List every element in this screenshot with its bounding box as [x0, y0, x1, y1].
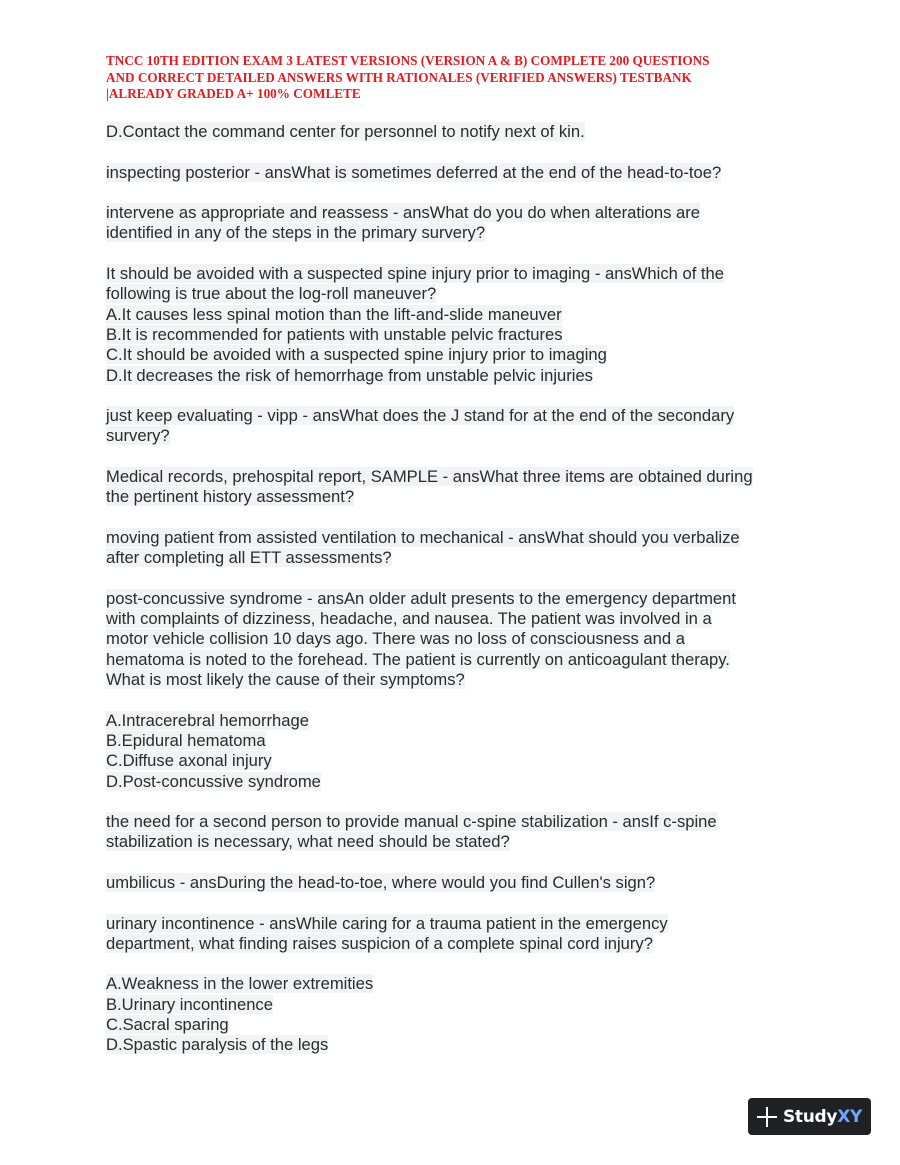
text-line	[106, 345, 826, 365]
text-line-content: A.Intracerebral hemorrhage	[106, 710, 309, 730]
header-line: AND CORRECT DETAILED ANSWERS WITH RATIONALES (VERIFIED ANSWERS) TESTBANK	[106, 69, 692, 85]
text-line	[106, 711, 826, 731]
text-line-content: the pertinent history assessment?	[106, 487, 355, 507]
logo-wordmark	[783, 1107, 862, 1127]
text-line	[106, 325, 826, 345]
text-line-content: B.Urinary incontinence	[106, 994, 273, 1014]
text-line	[106, 589, 826, 609]
document-body	[106, 122, 826, 1076]
text-line	[106, 264, 826, 284]
text-line	[106, 751, 826, 771]
text-line-content: stabilization is necessary, what need should be stated?	[106, 832, 510, 852]
text-line	[106, 772, 826, 792]
text-line-content: D.Post-concussive syndrome	[106, 771, 321, 791]
text-line-content: inspecting posterior - ansWhat is sometimes deferred at the end of the head-to-toe?	[106, 162, 722, 182]
text-line-content: department, what finding raises suspicion of a complete spinal cord injury?	[106, 933, 653, 953]
text-line-content: following is true about the log-roll maneuver?	[106, 284, 437, 304]
plus-icon	[757, 1107, 777, 1127]
text-line	[106, 914, 826, 934]
text-line-content: C.Sacral sparing	[106, 1015, 229, 1035]
text-line	[106, 731, 826, 751]
text-line-content: intervene as appropriate and reassess - ansWhat do you do when alterations are	[106, 203, 701, 223]
header-line: |ALREADY GRADED A+ 100% COMLETE	[106, 86, 361, 101]
text-line-content: urinary incontinence - ansWhile caring for a trauma patient in the emergency	[106, 913, 668, 933]
text-line	[106, 284, 826, 304]
text-line-content: just keep evaluating - vipp - ansWhat does the J stand for at the end of the secondary	[106, 406, 735, 426]
text-line	[106, 934, 826, 954]
text-line	[106, 1035, 826, 1055]
qa-block	[106, 873, 826, 893]
text-line-content: B.Epidural hematoma	[106, 730, 266, 750]
text-line-content: A.Weakness in the lower extremities	[106, 974, 374, 994]
text-line-content: hematoma is noted to the forehead. The patient is currently on anticoagulant therapy.	[106, 649, 730, 669]
text-line-content: the need for a second person to provide manual c-spine stabilization - ansIf c-spine	[106, 812, 717, 832]
qa-block	[106, 589, 826, 690]
text-line	[106, 629, 826, 649]
text-line	[106, 528, 826, 548]
text-line-content: B.It is recommended for patients with unstable pelvic fractures	[106, 324, 563, 344]
text-line	[106, 873, 826, 893]
text-line	[106, 812, 826, 832]
text-line	[106, 163, 826, 183]
text-line	[106, 487, 826, 507]
text-line-content: A.It causes less spinal motion than the lift-and-slide maneuver	[106, 304, 562, 324]
text-line	[106, 203, 826, 223]
qa-block	[106, 974, 826, 1055]
qa-block	[106, 914, 826, 955]
text-line	[106, 974, 826, 994]
logo-text-main: Study	[782, 1106, 838, 1127]
text-line-content: umbilicus - ansDuring the head-to-toe, where would you find Cullen's sign?	[106, 872, 656, 892]
qa-block	[106, 467, 826, 508]
qa-block	[106, 203, 826, 244]
text-line-content: C.It should be avoided with a suspected spine injury prior to imaging	[106, 345, 607, 365]
qa-block	[106, 812, 826, 853]
text-line	[106, 1015, 826, 1035]
text-line	[106, 467, 826, 487]
text-line	[106, 548, 826, 568]
text-line	[106, 995, 826, 1015]
text-line-content: after completing all ETT assessments?	[106, 548, 392, 568]
text-line	[106, 406, 826, 426]
text-line-content: C.Diffuse axonal injury	[106, 751, 272, 771]
text-line-content: post-concussive syndrome - ansAn older adult presents to the emergency department	[106, 588, 736, 608]
text-line-content: moving patient from assisted ventilation to mechanical - ansWhat should you verbalize	[106, 527, 740, 547]
qa-block	[106, 406, 826, 447]
qa-block	[106, 122, 826, 142]
studyxy-logo[interactable]	[748, 1098, 871, 1135]
text-line-content: with complaints of dizziness, headache, and nausea. The patient was involved in a	[106, 609, 712, 629]
text-line	[106, 305, 826, 325]
text-line-content: D.Spastic paralysis of the legs	[106, 1035, 329, 1055]
qa-block	[106, 163, 826, 183]
text-line-content: identified in any of the steps in the primary survery?	[106, 223, 486, 243]
text-line-content: survery?	[106, 426, 170, 446]
qa-block	[106, 711, 826, 792]
text-line-content: D.It decreases the risk of hemorrhage from unstable pelvic injuries	[106, 365, 593, 385]
text-line	[106, 609, 826, 629]
document-header	[106, 53, 806, 103]
text-line-content: D.Contact the command center for personnel to notify next of kin.	[106, 122, 585, 141]
text-line	[106, 426, 826, 446]
text-line	[106, 650, 826, 670]
text-line-content: What is most likely the cause of their symptoms?	[106, 670, 465, 690]
logo-text-accent: XY	[837, 1106, 863, 1127]
text-line-content: It should be avoided with a suspected spine injury prior to imaging - ansWhich of the	[106, 264, 724, 284]
qa-block	[106, 264, 826, 386]
text-line	[106, 366, 826, 386]
header-line: TNCC 10TH EDITION EXAM 3 LATEST VERSIONS (VERSION A & B) COMPLETE 200 QUESTIONS	[106, 53, 710, 68]
text-line	[106, 122, 826, 142]
text-line	[106, 670, 826, 690]
qa-block	[106, 528, 826, 569]
text-line	[106, 832, 826, 852]
text-line	[106, 223, 826, 243]
text-line-content: motor vehicle collision 10 days ago. There was no loss of consciousness and a	[106, 629, 685, 649]
text-line-content: Medical records, prehospital report, SAMPLE - ansWhat three items are obtained during	[106, 467, 753, 487]
